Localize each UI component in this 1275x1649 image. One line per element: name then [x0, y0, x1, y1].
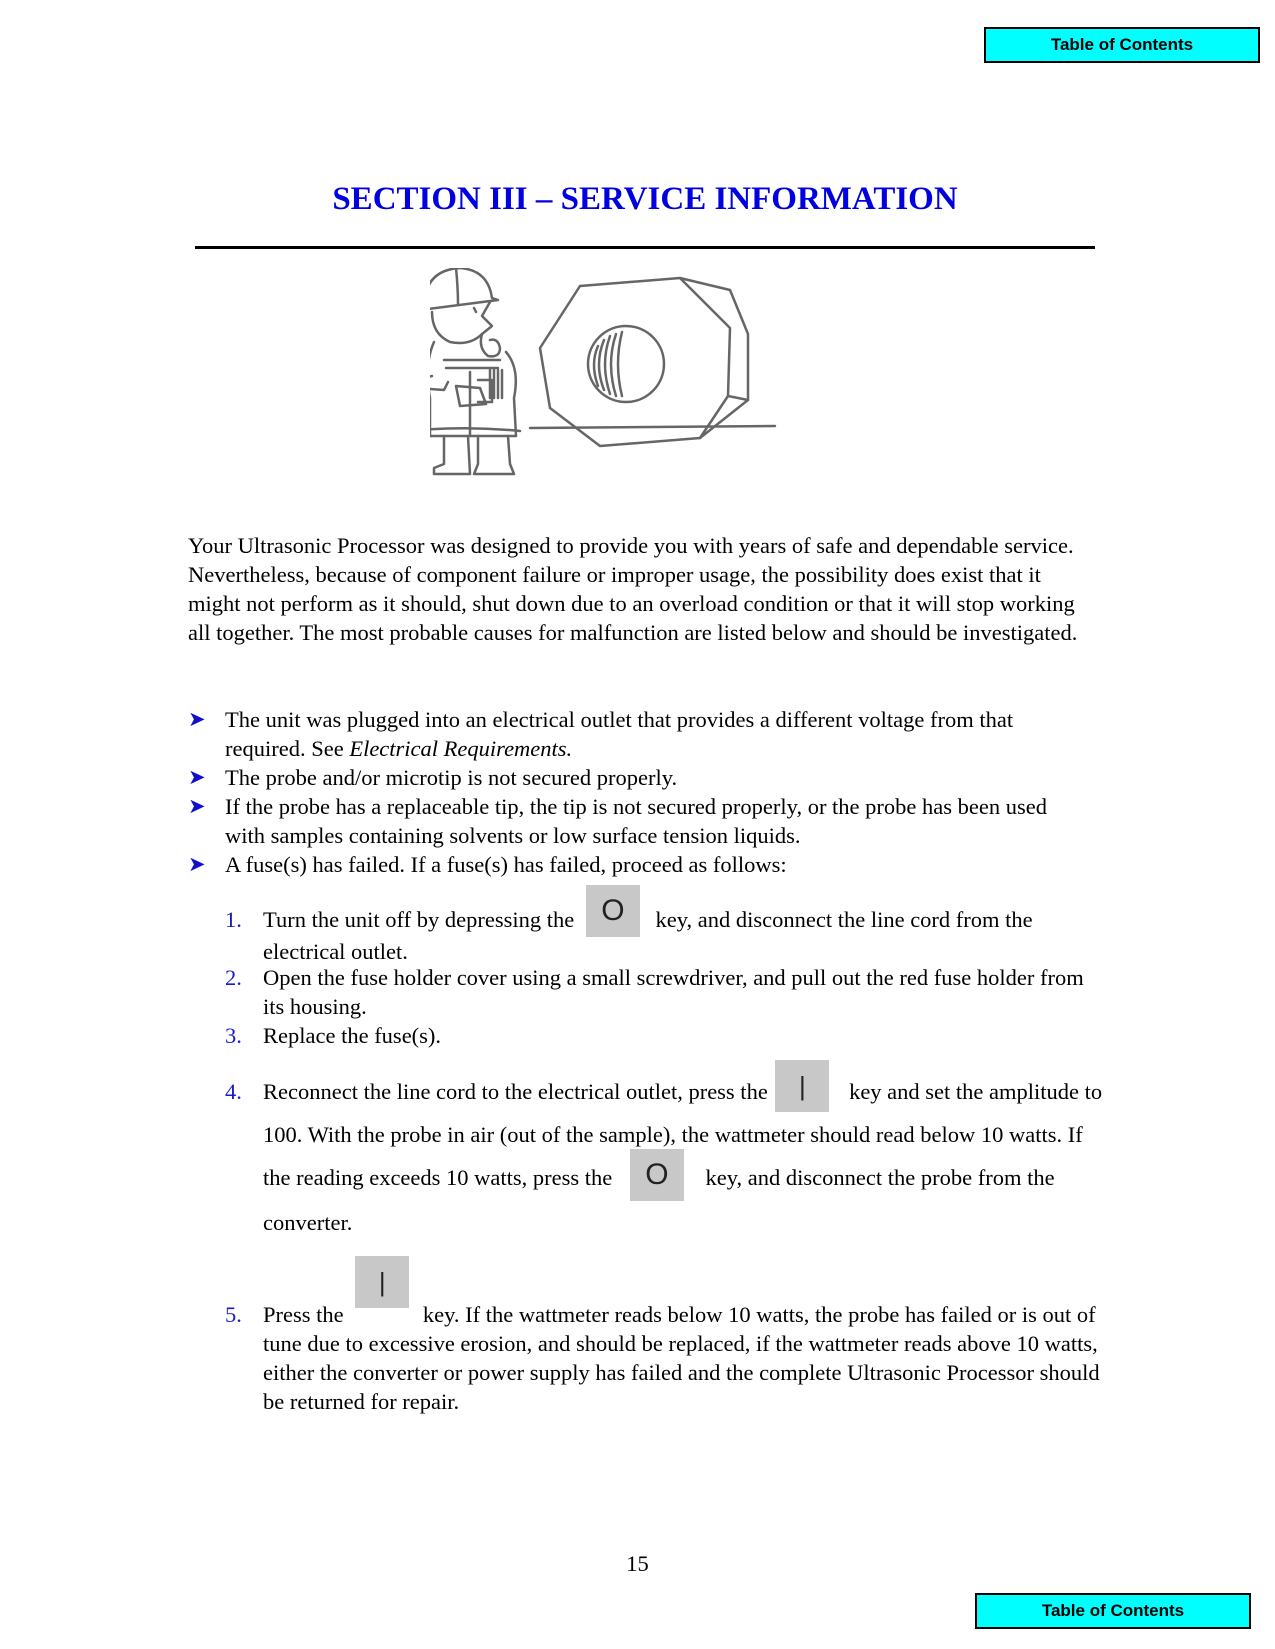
- off-key[interactable]: O: [586, 885, 640, 937]
- step-3-text: Replace the fuse(s).: [263, 1023, 442, 1048]
- section-title: SECTION III – SERVICE INFORMATION: [332, 181, 958, 217]
- on-key[interactable]: |: [355, 1256, 409, 1308]
- step-1-text-b: key, and disconnect the line cord from the electrical outlet.: [263, 907, 1033, 964]
- cause-list: [188, 705, 1088, 879]
- arrowhead-bullet-icon: ➤: [188, 707, 206, 731]
- table-of-contents-button-bottom[interactable]: Table of Contents: [975, 1593, 1251, 1629]
- list-item-text: The unit was plugged into an electrical outlet that provides a different voltage from that required. See: [225, 707, 1014, 761]
- list-item: [188, 763, 1088, 792]
- arrowhead-bullet-icon: ➤: [188, 852, 206, 876]
- step-4-text-b: key and set the amplitude to 100. With the probe in air (out of the sample), the wattmeter should read below 10 watts. If the reading exceeds 10 watts, press the: [263, 1079, 1103, 1190]
- step-number: 4.: [225, 1079, 242, 1104]
- list-item: [188, 792, 1088, 850]
- step-number: 2.: [225, 965, 242, 990]
- list-item-text: A fuse(s) has failed. If a fuse(s) has failed, proceed as follows:: [225, 852, 787, 877]
- title-divider: [195, 246, 1095, 249]
- step-1-text-a: Turn the unit off by depressing the: [263, 907, 575, 932]
- electrical-requirements-reference: Electrical Requirements.: [349, 736, 573, 761]
- off-key[interactable]: O: [630, 1149, 684, 1201]
- step-2-text: Open the fuse holder cover using a small screwdriver, and pull out the red fuse holder from its housing.: [263, 965, 1084, 1019]
- step-number: 1.: [225, 907, 242, 932]
- worker-and-nut-illustration: [430, 268, 800, 488]
- step-number: 5.: [225, 1302, 242, 1327]
- list-item-text: The probe and/or microtip is not secured properly.: [225, 765, 678, 790]
- step-5-text-b: key. If the wattmeter reads below 10 watts, the probe has failed or is out of tune due to excessive erosion, and should be replaced, if the wattmeter reads above 10 watts, either the converter or power supply has failed and the complete Ultrasonic Processor should be returned for repair.: [263, 1302, 1100, 1414]
- step-5-text-a: Press the: [263, 1302, 344, 1327]
- list-item-text: If the probe has a replaceable tip, the tip is not secured properly, or the probe has been used with samples containing solvents or low surface tension liquids.: [225, 794, 1047, 848]
- list-item: [188, 850, 1088, 879]
- table-of-contents-button-top[interactable]: Table of Contents: [984, 27, 1260, 63]
- arrowhead-bullet-icon: ➤: [188, 794, 206, 818]
- page-number: 15: [626, 1551, 649, 1576]
- arrowhead-bullet-icon: ➤: [188, 765, 206, 789]
- step-number: 3.: [225, 1023, 242, 1048]
- step-4-text-a: Reconnect the line cord to the electrical outlet, press the: [263, 1079, 768, 1104]
- on-key[interactable]: |: [775, 1060, 829, 1112]
- list-item: [188, 705, 1088, 763]
- step-4-text-c: key, and disconnect the probe from the converter.: [263, 1165, 1055, 1235]
- intro-paragraph: Your Ultrasonic Processor was designed to provide you with years of safe and dependable service. Nevertheless, because of component failure or improper usage, the possibility does exist that it might not perform as it should, shut down due to an overload condition or that it will stop working all together. The most probable causes for malfunction are listed below and should be investigated.: [188, 533, 1078, 645]
